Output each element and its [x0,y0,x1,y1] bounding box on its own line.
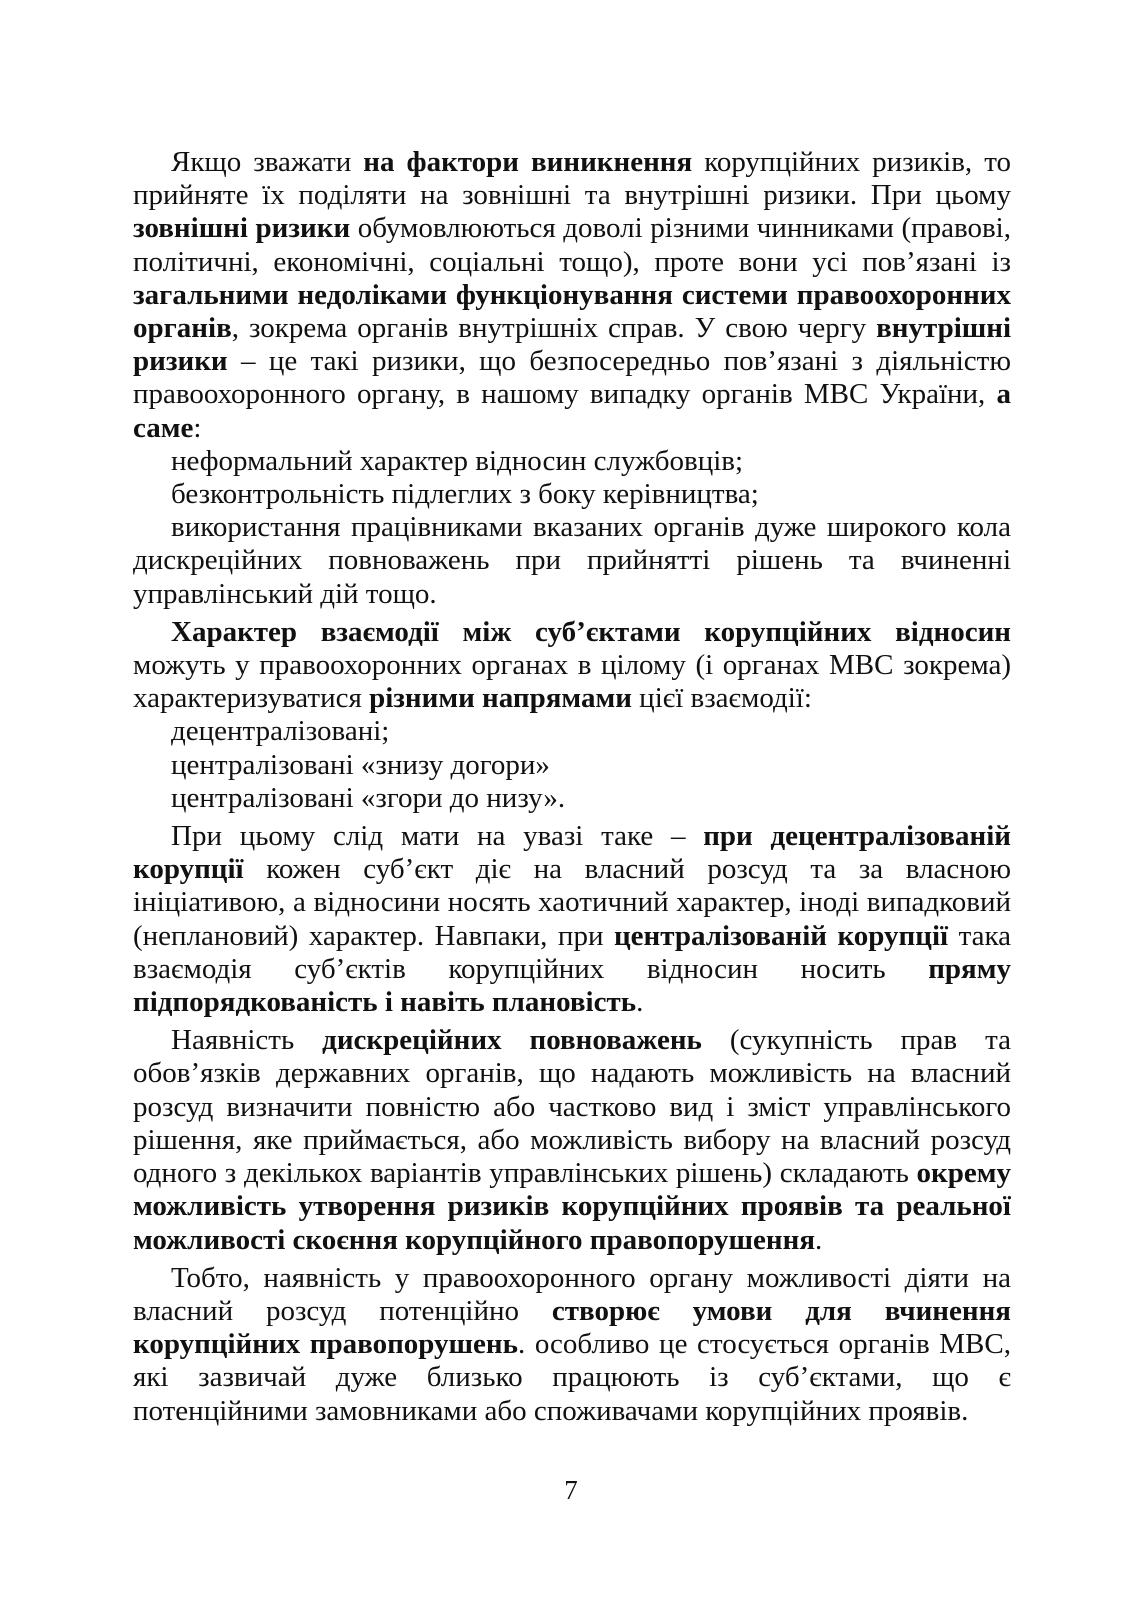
page-number: 7 [564,1475,578,1505]
list-item [133,445,1011,478]
list-item [133,782,1011,815]
text-run: безконтрольність підлеглих з боку керівництва; [171,478,759,511]
text-run: децентралізовані; [171,715,390,748]
bold-text: пряму підпорядкованість і навіть плановість [133,952,1011,1019]
text-run: – це такі ризики, що безпосередньо пов’язані з діяльністю правоохоронного органу, в нашому випадку органів МВС України, [133,345,1011,411]
text-run: цієї взаємодії: [631,682,812,715]
text-run: . [636,986,644,1019]
body-paragraph [133,511,1011,611]
body-paragraph [133,146,1011,445]
bold-text: централізованій корупції [613,919,949,952]
text-run: можуть у правоохоронних органах в цілому (і органах МВС зокрема) характеризуватися [133,649,1011,715]
body-paragraph [133,1262,1011,1428]
text-run: , зокрема органів внутрішніх справ. У свою чергу [231,312,877,345]
text-run: неформальний характер відносин службовців; [171,444,744,477]
list-item [133,749,1011,782]
text-run: така взаємодія суб’єктів корупційних відносин носить [133,919,1011,985]
bold-text: різними напрямами [369,682,632,715]
text-run: Якщо зважати [171,146,364,178]
bold-text: створює умови для вчинення корупційних правопорушень [133,1294,1011,1361]
text-run: Наявність [171,1024,323,1057]
bold-text: загальними недоліками функціонування системи правоохоронних органів [133,278,1011,345]
text-run: Тобто, наявність у правоохоронного органу можливості діяти на власний розсуд потенційно [133,1261,1011,1327]
text-run: кожен суб’єкт діє на власний розсуд та за власною ініціативою, а відносини носять хаотичний характер, іноді випадковий (неплановий) характер. Навпаки, при [133,853,1011,952]
text-run: обумовлюються доволі різними чинниками (правові, політичні, економічні, соціальні тощо), проте вони усі пов’язані із [133,212,1011,278]
bold-text: дискреційних повноважень [322,1024,702,1057]
bold-text: на фактори виникнення [363,146,693,178]
body-paragraph [133,616,1011,716]
text-run: . особливо це стосується органів МВС, які зазвичай дуже близько працюють із суб’єктами, що є потенційними замовниками або споживачами корупційних проявів. [133,1328,1011,1427]
text-run: При цьому слід мати на увазі таке – [171,820,704,853]
document-page [133,146,1011,1428]
bold-text: при децентралізованій корупції [133,820,1011,886]
text-run: централізовані «згори до низу». [171,781,566,814]
body-paragraph [133,1024,1011,1256]
text-run: (сукупність прав та обов’язків державних органів, що надають можливість на власний розсуд визначити повністю або частково вид і зміст управлінського рішення, яке приймається, або можливість вибору на власний розсуд одного з декількох варіантів управлінських рішень) складають [133,1024,1011,1190]
text-run: корупційних ризиків, то прийняте їх поділяти на зовнішні та внутрішні ризики. При цьому [133,146,1011,212]
list-item [133,478,1011,511]
text-run: . [815,1223,823,1256]
bold-text: окрему можливість утворення ризиків корупційних проявів та реальної можливості скоєння корупційного правопорушення [133,1157,1011,1256]
text-run: використання працівниками вказаних органів дуже широкого кола дискреційних повноважень при прийнятті рішень та вчиненні управлінський дій тощо. [133,511,1011,610]
bold-text: внутрішні ризики [133,312,1011,378]
bold-text: зовнішні ризики [133,212,351,245]
bold-text: Характер взаємодії між суб’єктами корупційних відносин [171,615,1011,648]
list-item [133,715,1011,748]
text-run: централізовані «знизу догори» [171,748,550,781]
bold-text: а саме [133,378,1011,444]
body-paragraph [133,820,1011,1019]
text-run: : [193,411,202,444]
